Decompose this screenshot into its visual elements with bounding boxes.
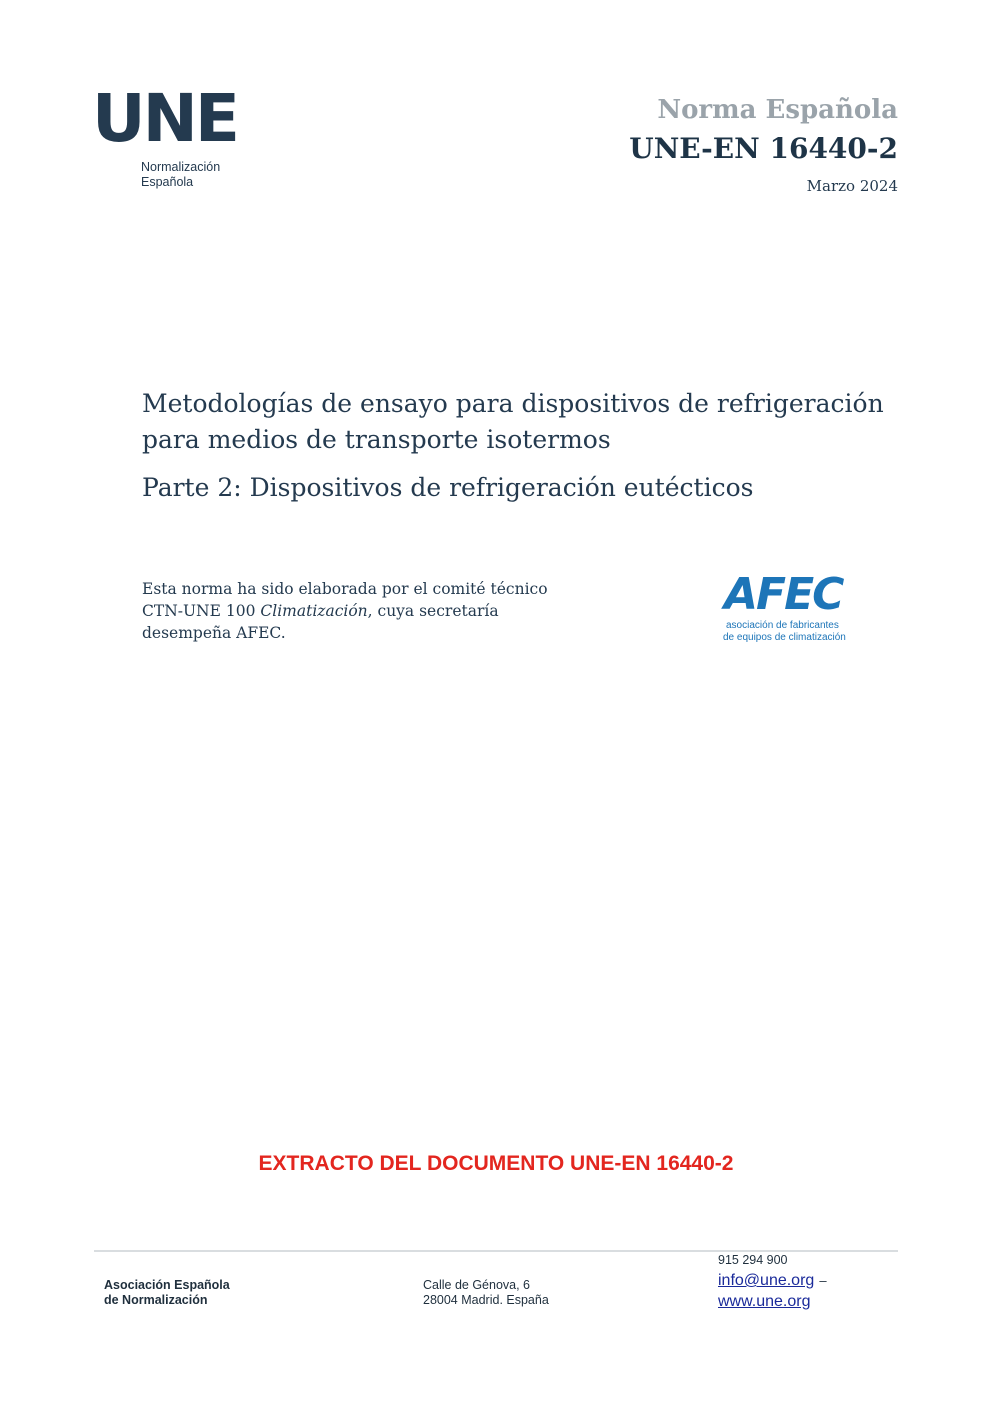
afec-logo-wordmark: AFEC — [724, 569, 843, 620]
une-logo — [92, 80, 252, 196]
norma-code: UNE-EN 16440-2 — [629, 132, 898, 165]
footer-web-link[interactable]: www.une.org — [718, 1293, 811, 1310]
norma-label: Norma Española — [657, 95, 898, 125]
footer-addr-line1: Calle de Génova, 6 — [423, 1278, 531, 1292]
afec-logo-subtitle-line2: de equipos de climatización — [723, 632, 846, 643]
committee-line2-prefix: CTN-UNE 100 — [142, 602, 261, 620]
une-logo-wordmark: UNE — [92, 80, 237, 157]
une-logo-subtitle-line1: Normalización — [141, 160, 221, 174]
footer-organization — [104, 1278, 230, 1308]
footer-addr-line2: 28004 Madrid. España — [423, 1293, 549, 1307]
committee-statement — [142, 578, 612, 644]
une-logo-subtitle — [141, 160, 220, 190]
committee-line2-suffix: , cuya secretaría — [367, 602, 499, 620]
afec-logo-subtitle-line1: asociación de fabricantes — [726, 620, 839, 631]
footer-address — [423, 1278, 549, 1308]
norma-date: Marzo 2024 — [806, 177, 898, 195]
footer-separator: – — [819, 1273, 827, 1288]
committee-name-italic: Climatización — [260, 602, 368, 620]
committee-line3: desempeña AFEC. — [142, 624, 286, 642]
committee-line2 — [142, 600, 612, 622]
document-part-title: Parte 2: Dispositivos de refrigeración eutécticos — [142, 473, 754, 502]
footer-org-line2: de Normalización — [104, 1293, 208, 1307]
document-title-line1: Metodologías de ensayo para dispositivos de refrigeración — [142, 389, 884, 418]
footer-email-line — [718, 1270, 827, 1290]
footer-web-line — [718, 1291, 811, 1311]
footer-divider — [94, 1250, 898, 1252]
footer-email-link[interactable]: info@une.org — [718, 1272, 815, 1289]
une-logo-subtitle-line2: Española — [141, 175, 194, 189]
document-title-line2: para medios de transporte isotermos — [142, 425, 611, 454]
extract-notice: EXTRACTO DEL DOCUMENTO UNE-EN 16440-2 — [258, 1152, 734, 1175]
committee-line1: Esta norma ha sido elaborada por el comité técnico — [142, 580, 548, 598]
footer-org-line1: Asociación Española — [104, 1278, 230, 1292]
document-title — [142, 386, 922, 458]
footer-phone: 915 294 900 — [718, 1253, 788, 1267]
afec-logo — [720, 570, 870, 650]
